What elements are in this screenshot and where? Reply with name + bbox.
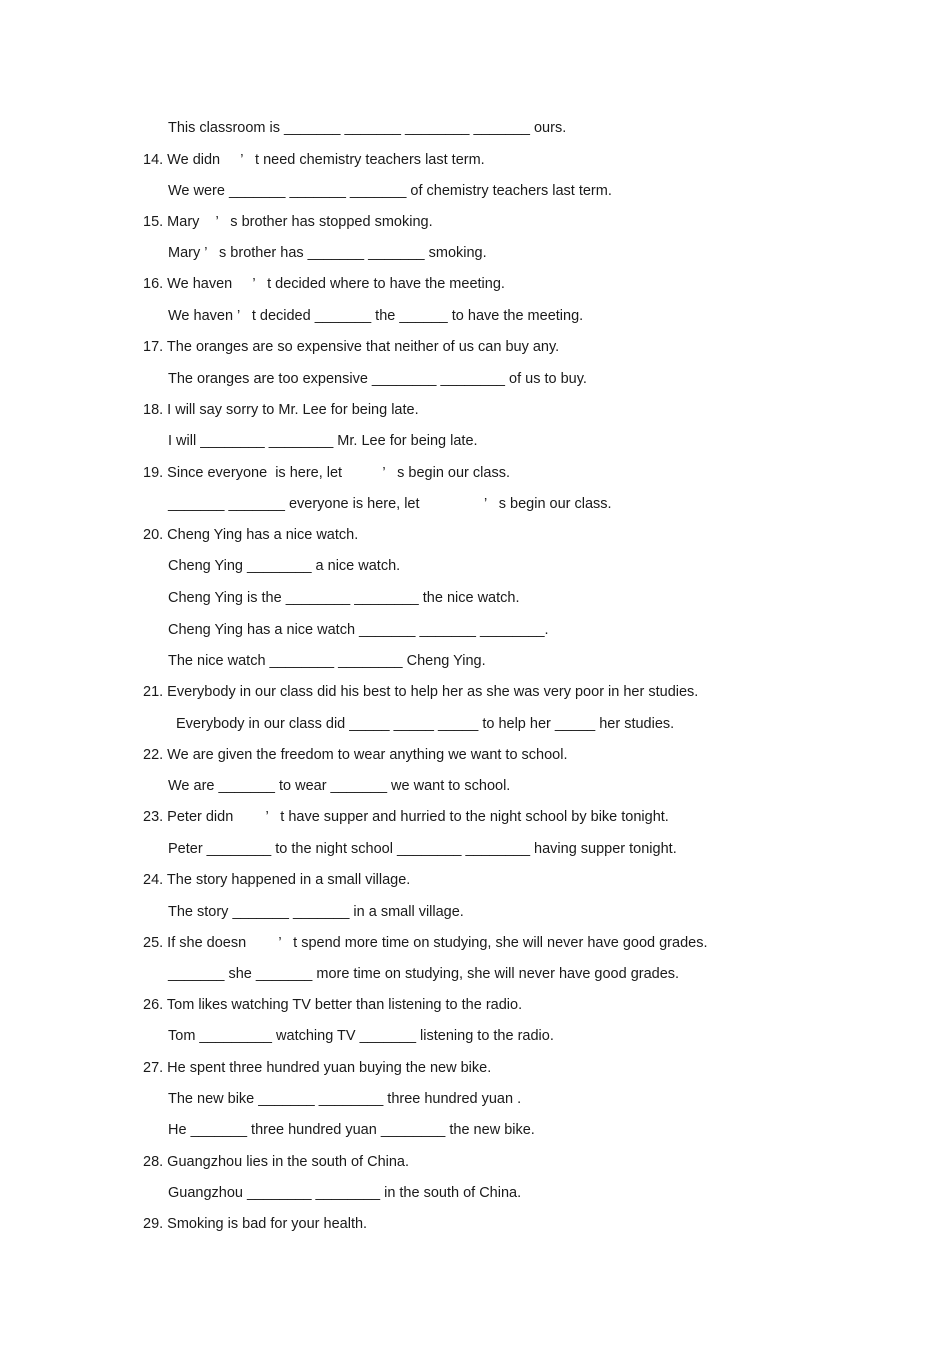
text-line: We haven ’ t decided _______ the ______ to have the meeting. bbox=[168, 308, 584, 324]
text-line: He _______ three hundred yuan ________ the new bike. bbox=[168, 1122, 535, 1138]
question-27: 27. He spent three hundred yuan buying the new bike. bbox=[143, 1060, 492, 1076]
text-line: We were _______ _______ _______ of chemistry teachers last term. bbox=[168, 183, 612, 199]
text-line: The oranges are too expensive ________ ________ of us to buy. bbox=[168, 371, 587, 387]
text-line: We are _______ to wear _______ we want to school. bbox=[168, 778, 511, 794]
text-line: The new bike _______ ________ three hundred yuan . bbox=[168, 1091, 522, 1107]
question-19: 19. Since everyone is here, let ’ s begin our class. bbox=[143, 465, 510, 481]
text-line: Peter ________ to the night school ________ ________ having supper tonight. bbox=[168, 841, 677, 857]
text-line: The nice watch ________ ________ Cheng Ying. bbox=[168, 653, 486, 669]
question-26: 26. Tom likes watching TV better than listening to the radio. bbox=[143, 997, 523, 1013]
question-15: 15. Mary ’ s brother has stopped smoking. bbox=[143, 214, 433, 230]
question-28: 28. Guangzhou lies in the south of China. bbox=[143, 1154, 410, 1170]
text-line: Guangzhou ________ ________ in the south of China. bbox=[168, 1185, 522, 1201]
text-line: Everybody in our class did _____ _____ _____ to help her _____ her studies. bbox=[176, 716, 675, 732]
text-line: Cheng Ying has a nice watch _______ _______ ________. bbox=[168, 622, 549, 638]
text-line: Mary ’ s brother has _______ _______ smoking. bbox=[168, 245, 487, 261]
question-24: 24. The story happened in a small village. bbox=[143, 872, 411, 888]
question-17: 17. The oranges are so expensive that neither of us can buy any. bbox=[143, 339, 560, 355]
question-16: 16. We haven ’ t decided where to have the meeting. bbox=[143, 276, 505, 292]
question-29: 29. Smoking is bad for your health. bbox=[143, 1216, 368, 1232]
text-line: Cheng Ying is the ________ ________ the nice watch. bbox=[168, 590, 520, 606]
text-line: I will ________ ________ Mr. Lee for being late. bbox=[168, 433, 478, 449]
question-18: 18. I will say sorry to Mr. Lee for being late. bbox=[143, 402, 419, 418]
text-line: Tom _________ watching TV _______ listening to the radio. bbox=[168, 1028, 554, 1044]
question-21: 21. Everybody in our class did his best to help her as she was very poor in her studies. bbox=[143, 684, 699, 700]
text-line: This classroom is _______ _______ ________ _______ ours. bbox=[168, 120, 567, 136]
text-line: _______ _______ everyone is here, let ’ s begin our class. bbox=[168, 496, 612, 512]
text-line: _______ she _______ more time on studying, she will never have good grades. bbox=[168, 966, 680, 982]
question-20: 20. Cheng Ying has a nice watch. bbox=[143, 527, 359, 543]
question-25: 25. If she doesn ’ t spend more time on studying, she will never have good grades. bbox=[143, 935, 708, 951]
text-line: Cheng Ying ________ a nice watch. bbox=[168, 558, 401, 574]
question-22: 22. We are given the freedom to wear anything we want to school. bbox=[143, 747, 568, 763]
question-14: 14. We didn ’ t need chemistry teachers last term. bbox=[143, 152, 485, 168]
question-23: 23. Peter didn ’ t have supper and hurried to the night school by bike tonight. bbox=[143, 809, 669, 825]
text-line: The story _______ _______ in a small village. bbox=[168, 904, 464, 920]
